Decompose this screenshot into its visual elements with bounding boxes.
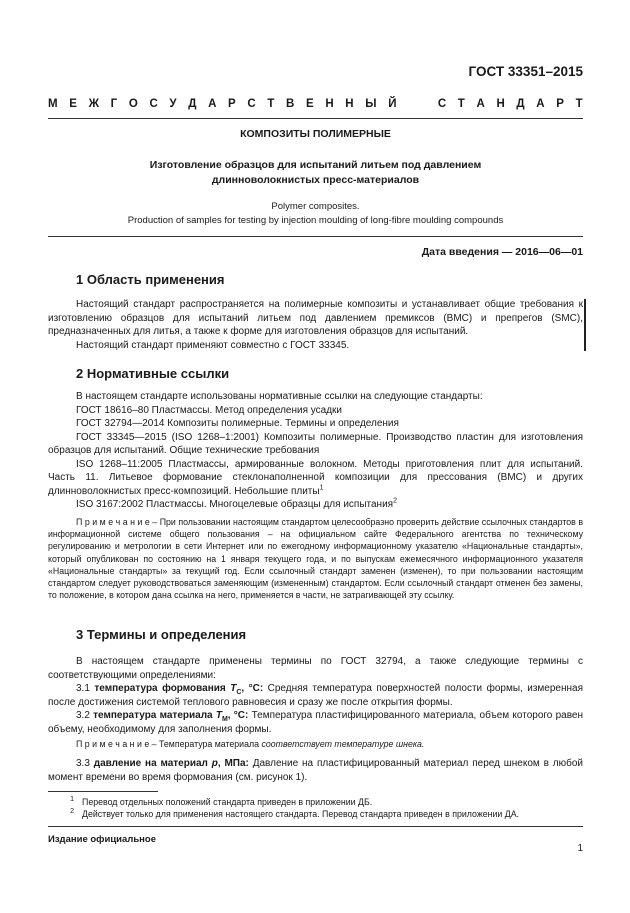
normative-ref-2: ГОСТ 32794—2014 Композиты полимерные. Термины и определения [76,418,399,429]
introduction-date: Дата введения — 2016—06—01 [421,246,583,258]
term-3-3: 3.3 давление на материал p, МПа: Давление на пластифицированный материал перед шнеком в любой момент времени во время формования (см. рисунок 1). [48,758,583,783]
interstate-letter: Т [267,98,275,110]
section3-body-2 [48,757,583,784]
page-number: 1 [577,843,583,854]
title-main: КОМПОЗИТЫ ПОЛИМЕРНЫЕ [240,128,391,140]
interstate-letter: Д [188,98,197,110]
interstate-letter: Т [457,98,465,110]
gost-code: ГОСТ 33351–2015 [468,64,583,79]
section3-body [48,655,583,736]
interstate-letter: А [536,98,545,110]
interstate-letter: Е [69,98,77,110]
section3-heading: 3 Термины и определения [76,627,247,642]
interstate-letter: В [286,98,295,110]
section3-intro: В настоящем стандарте применены термины по ГОСТ 32794, а также следующие термины с соответствующими определениями: [48,656,583,681]
term-3-2: 3.2 температура материала $T_M$, °С: Температура пластифицированного материала, объем которого равен объему, необходимому для заполнения формы. [48,710,583,735]
section2-body [48,390,583,512]
interstate-letter: Т [575,98,583,110]
note-label: П р и м е ч а н и е [76,517,150,527]
note-text: – При пользовании настоящим стандартом целесообразно проверить действие ссылочных стандартов в информационной системе общего пользования – на официальном сайте Федерального агентства по техническому регулированию и метрологии в сети Интернет или по ежегодному информационному указателю «Национальные стандарты», который опубликован по состоянию на 1 января текущего года, и по выпускам ежемесячного информационного указателя «Национальные стандарты» за текущий год. Если ссылочный стандарт заменен (изменен), то при пользовании настоящим стандартом следует руководствоваться заменяющим (измененным) стандартом. Если ссылочный стандарт отменен без замены, то положение, в котором дана ссылка на него, применяется в части, не затрагивающей эту ссылку. [48,517,583,601]
footnote-1: 1 Перевод отдельных положений стандарта приведен в приложении ДБ. [70,796,373,807]
interstate-letter: Ж [88,98,99,110]
title-rule [48,236,583,237]
normative-ref-3: ГОСТ 33345—2015 (ISO 1268–1:2001) Композиты полимерные. Производство пластин для изготовления образцов для испытаний. Общие технические требования [48,431,583,456]
interstate-letter: О [128,98,138,110]
interstate-letter: Й [388,98,397,110]
interstate-letter [423,98,426,110]
interstate-letter: Д [516,98,525,110]
footnote-rule [48,791,158,792]
title-sub-line1: Изготовление образцов для испытаний литьем под давлением [149,159,482,171]
interstate-letter: Е [306,98,314,110]
interstate-letter [408,98,411,110]
interstate-letter: Р [556,98,564,110]
normative-ref-4: ISO 1268–11:2005 Пластмассы, армированные волокном. Методы приготовления плит для испытаний. Часть 11. Литьевое формование стеклонаполненной композиции для прессования (BMC) и других длинноволокнистых пресс-композиций. Небольшие плиты$^1$ [48,458,583,497]
header-rule [48,118,583,119]
interstate-letter: Р [228,98,236,110]
footnote-mark-1: 1 [319,484,324,492]
official-edition-label: Издание официальное [48,834,156,845]
interstate-standard-banner [48,98,583,110]
interstate-letter: С [149,98,158,110]
interstate-letter: М [48,98,58,110]
section1-p1: Настоящий стандарт распространяется на полимерные композиты и устанавливает общие требования к изготовлению образцов для испытаний литьем под давлением премиксов (BMC) и препрегов (SMC), предназначенных для литья, а также к форме для изготовления образцов для испытаний. [48,299,583,337]
change-margin-bar [584,299,586,351]
title-en-line2: Production of samples for testing by injection moulding of long-fibre moulding compounds [127,215,504,226]
section1-body [48,298,583,352]
interstate-letter: Н [325,98,334,110]
section3-note: П р и м е ч а н и е – Температура материала соответствует температуре шнека. [76,739,425,749]
section1-p2: Настоящий стандарт применяют совместно с ГОСТ 33345. [76,339,350,351]
interstate-letter: Г [110,98,118,110]
term-3-1: 3.1 температура формования $T_C$, °С: Средняя температура поверхностей полости формы, измеренная после достижения системой теплового равновесия и сразу же после открытия формы. [48,683,584,708]
interstate-letter: Ы [365,98,377,110]
title-sub-line2: длинноволокнистых пресс-материалов [211,174,420,186]
interstate-letter: Н [345,98,354,110]
interstate-letter: Н [496,98,505,110]
normative-ref-5: ISO 3167:2002 Пластмассы. Многоцелевые образцы для испытания$^2$ [76,497,397,510]
footnote-2: 2 Действует только для применения настоящего стандарта. Перевод стандарта приведен в приложении ДА. [70,808,519,819]
section2-heading: 2 Нормативные ссылки [76,366,230,381]
interstate-letter: А [476,98,485,110]
footer-rule [48,826,583,827]
footnote-mark-2: 2 [393,497,397,505]
section2-note [48,516,583,601]
title-en-line1: Polymer composites. [271,201,360,212]
interstate-letter: С [437,98,447,110]
section2-intro: В настоящем стандарте использованы нормативные ссылки на следующие стандарты: [76,391,483,402]
normative-ref-1: ГОСТ 18616–80 Пластмассы. Метод определения усадки [76,404,343,416]
interstate-letter: А [208,98,217,110]
title-english [48,200,583,228]
section1-heading: 1 Область применения [76,272,225,287]
title-sub [48,158,583,188]
interstate-letter: С [247,98,256,110]
interstate-letter: У [169,98,177,110]
